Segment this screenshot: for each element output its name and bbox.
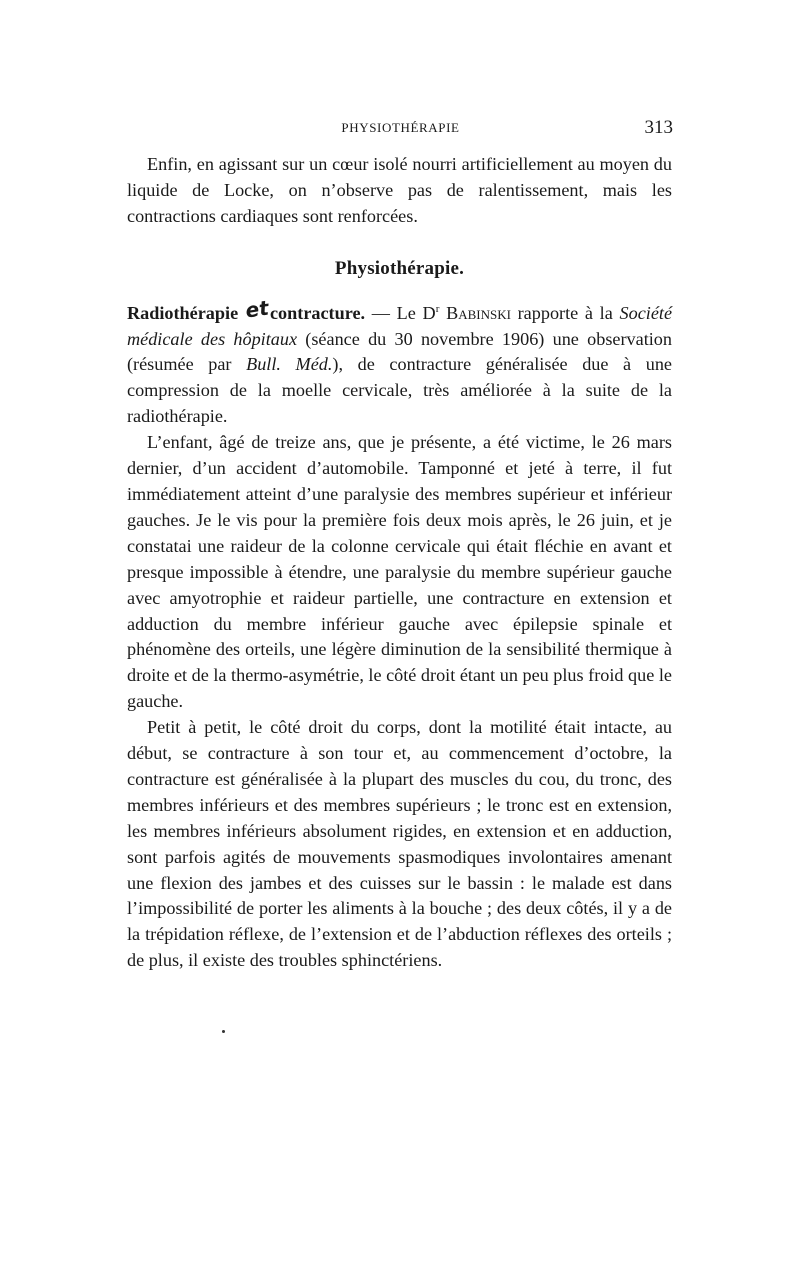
ink-speck — [222, 1030, 225, 1033]
p1-text-d: ), de contracture généralisée due à une compression de la moelle cervicale, très améliorée à la suite de la radiothérapie. — [127, 354, 672, 427]
p1-text-b: rapporte à la — [510, 302, 620, 323]
p1-text-a: — Le D — [365, 302, 436, 323]
page-number: 313 — [644, 117, 673, 138]
society-name: Société médicale des hôpitaux — [127, 302, 673, 349]
author-name: Babinski — [446, 302, 511, 323]
article-paragraph-1 — [127, 295, 673, 431]
run-in-title-part2: contracture. — [269, 302, 366, 323]
p1-text-c: (séance du 30 novembre 1906) une observation (résumée par — [127, 328, 672, 375]
intro-paragraph: Enfin, en agissant sur un cœur isolé nourri artificiellement au moyen du liquide de Locke, on n’observe pas de ralentissement, mais les contractions cardiaques sont renforcées. — [127, 154, 672, 226]
section-title: Physiothérapie. — [334, 257, 465, 279]
journal-name: Bull. Méd. — [246, 354, 333, 375]
handwritten-correction: et — [243, 295, 270, 323]
article-paragraph-3: Petit à petit, le côté droit du corps, dont la motilité était intacte, au début, se contracture à son tour et, au commencement d’octobre, la contracture est généralisée à la plupart des muscles du cou, du tronc, des membres inférieurs et des membres supérieurs ; le tronc est en extension, les membres inférieurs absolument rigides, en extension et en adduction, sont parfois agités de mouvements spasmodiques involontaires amenant une flexion des jambes et des cuisses sur le bassin : le malade est dans l’impossibilité de porter les aliments à la bouche ; des deux côtés, il y a de la trépidation réflexe, de l’extension et de l’abduction réflexes des orteils ; de plus, il existe des troubles sphinctériens. — [127, 717, 672, 971]
article-paragraph-2: L’enfant, âgé de treize ans, que je présente, a été victime, le 26 mars dernier, d’un accident d’automobile. Tamponné et jeté à terre, il fut immédiatement atteint d’une paralysie des membres supérieur et inférieur gauches. Je le vis pour la première fois deux mois après, le 26 juin, et je constatai une raideur de la colonne cervicale qui était fléchie en avant et presque impossible à étendre, une paralysie du membre supérieur gauche avec amyotrophie et raideur partielle, une contracture en extension et adduction du membre inférieur gauche avec épilepsie spinale et phénomène des orteils, une légère diminution de la sensibilité thermique à droite et de la thermo-asymétrie, le côté droit étant un peu plus froid que le gauche. — [127, 432, 672, 712]
page-header — [128, 117, 673, 141]
running-title: PHYSIOTHÉRAPIE — [341, 120, 460, 135]
run-in-title-part1: Radiothérapie — [127, 302, 239, 323]
body-text — [127, 152, 672, 974]
doctor-superscript: r — [435, 302, 440, 315]
